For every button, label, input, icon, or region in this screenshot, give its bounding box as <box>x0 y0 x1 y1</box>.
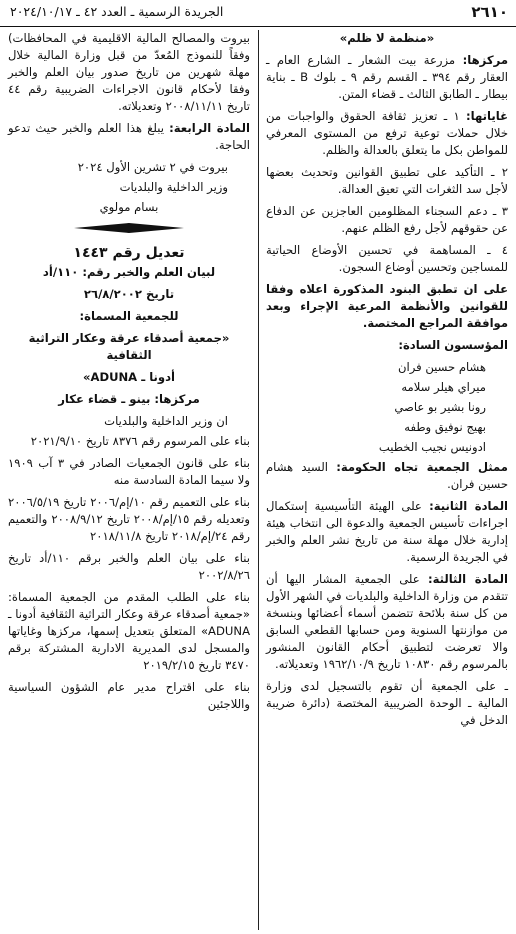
org-title: «منظمة لا ظلم» <box>339 31 435 45</box>
amendment-number: تعديل رقم ١٤٤٣ <box>73 245 185 261</box>
statement-number: لبيان العلم والخبر رقم: ١١٠/أد <box>42 265 216 279</box>
art2-text: على الهيئة التأسيسية إستكمال اجراءات تأسيس الجمعية والدعوة الى انتخاب هيئة إدارية خلال مهلة سنة من تاريخ نشر العلم والخبر في الجريدة الرسمية. <box>266 499 508 564</box>
basis-4: بناء على بيان العلم والخبر برقم ١١٠/أد تاريخ ٢٠٠٢/٨/٢٦ <box>8 551 250 582</box>
running-header: الجريدة الرسمية ـ العدد ٤٢ ـ ٢٠٢٤/١٠/١٧ <box>10 4 224 19</box>
left-column <box>8 30 250 718</box>
minister-title: وزير الداخلية والبلديات <box>119 180 228 194</box>
founders-label: المؤسسون السادة: <box>398 338 508 352</box>
basis-6: بناء على اقتراح مدير عام الشؤون السياسية واللاجئين <box>8 680 250 711</box>
art4-label: المادة الرابعة: <box>169 121 250 135</box>
representative-paragraph <box>266 459 508 493</box>
basis-1: بناء على المرسوم رقم ٨٣٧٦ تاريخ ٢٠٢١/٩/١٠ <box>30 434 250 448</box>
rep-label: ممثل الجمعية تجاه الحكومة: <box>336 460 508 474</box>
page-header <box>0 0 516 27</box>
founder-name: بهيج نوفيق وطفه <box>404 420 486 434</box>
page-number: ٢٦١٠ <box>471 3 508 21</box>
date-line: بيروت في ٢ تشرين الأول ٢٠٢٤ <box>77 160 228 174</box>
tax-paragraph: ـ على الجمعية أن تقوم بالتسجيل لدى وزارة المالية ـ الوحدة الضريبية المختصة (دائرة ضريبة الدخل في <box>266 679 508 727</box>
assoc-name: «جمعية أصدقاء عرقة وعكار التراثية الثقافية <box>28 331 230 362</box>
goals-paragraph <box>266 108 508 159</box>
assoc-label: للجمعية المسماة: <box>79 309 179 323</box>
art2-label: المادة الثانية: <box>429 499 509 513</box>
founder-name: ادونيس نجيب الخطيب <box>378 440 486 454</box>
founder-name: هشام حسين فران <box>397 360 486 374</box>
rep-text: السيد هشام حسين فران. <box>266 460 508 491</box>
hq-text: مزرعة بيت الشعار ـ الشارع العام ـ العقار رقم ٣٩٤ ـ القسم رقم ٩ ـ بلوك B ـ بناية بيطار ـ الطابق الثالث ـ قضاء المتن. <box>266 53 508 101</box>
basis-3: بناء على التعميم رقم ١٠/إم/٢٠٠٦ تاريخ ٢٠٠٦/٥/١٩ وتعديله رقم ١٥/إم/٢٠٠٨ تاريخ ٢٠٠٨/٩/١٢ والتعميم رقم ٢٤/إم/٢٠١٨ تاريخ ٢٠١٨/١١/٨ <box>8 495 250 543</box>
goal-4: ٤ ـ المساهمة في تحسين الأوضاع الحياتية للمساجين وتحسين أوضاع السجون. <box>266 243 508 274</box>
art3-label: المادة الثالثة: <box>427 572 508 586</box>
goal-2: ٢ ـ التأكيد على تطبيق القوانين وتحديث بعضها لأجل سد الثغرات التي تعيق العدالة. <box>266 165 508 196</box>
assoc-name-2: أدونا ـ ADUNA» <box>82 370 176 384</box>
article-2 <box>266 498 508 566</box>
column-divider <box>258 30 259 930</box>
founder-name: ميراي هيلر سلامه <box>401 380 486 394</box>
goals-label: غاياتها: <box>466 109 509 123</box>
article-4 <box>8 120 250 154</box>
minister-name: بسام مولوي <box>99 200 159 214</box>
hq-paragraph <box>266 52 508 103</box>
statement-date: تاريخ ٢٦/٨/٢٠٠٢ <box>83 287 175 301</box>
basis-5: بناء على الطلب المقدم من الجمعية المسماة: «جمعية أصدقاء عرقة وعكار التراثية الثقافية أدونا ـ ADUNA» المتعلق بتعديل إسمها، مركزها وغاياتها والمسجل لدى المديرية الادارية المشتركة برقم ٣٤٧٠ تاريخ ٢٠١٩/٢/١٥ <box>8 590 250 672</box>
section-separator <box>8 222 250 239</box>
assoc-hq: مركزها: بينو ـ قضاء عكار <box>58 392 200 406</box>
continued-paragraph: بيروت والمصالح المالية الاقليمية في المحافظات) وفقاً للنموذج المُعدّ من قبل وزارة المالية خلال مهلة شهرين من تاريخ صدور بيان العلم والخبر وفقا لأحكام قانون الاجراءات الضريبية رقم ٤٤ تاريخ ٢٠٠٨/١١/١١ وتعديلاته. <box>8 31 250 113</box>
art4-text: يبلغ هذا العلم والخبر حيث تدعو الحاجة. <box>8 121 250 152</box>
article-3 <box>266 571 508 673</box>
founder-name: رونا بشير بو عاصي <box>394 400 486 414</box>
condition-paragraph: على ان تطبق البنود المذكورة اعلاه وفقا للقوانين والأنظمة المرعية الإجراء وبعد موافقة المراجع المختصة. <box>266 282 508 330</box>
goal-3: ٣ ـ دعم السجناء المظلومين العاجزين عن الدفاع عن حقوقهم لأجل رفع الظلم عنهم. <box>266 204 508 235</box>
art3-text: على الجمعية المشار اليها أن تتقدم من وزارة الداخلية والبلديات في الشهر الأول من كل سنة بلائحة تتضمن أسماء أعضائها وبنسخة من موازنتها السنوية ومن حسابها القطعي السابق والا تعرضت لتطبيق أحكام القانون المنشور بالمرسوم رقم ١٠٨٣٠ تاريخ ١٩٦٢/١٠/٩ وتعديلاته. <box>266 572 508 671</box>
ornament-divider-icon <box>74 222 184 234</box>
basis-2: بناء على قانون الجمعيات الصادر في ٣ آب ١٩٠٩ ولا سيما المادة السادسة منه <box>8 456 250 487</box>
intro-line: ان وزير الداخلية والبلديات <box>104 414 228 428</box>
hq-label: مركزها: <box>462 53 508 67</box>
right-column <box>266 30 508 734</box>
goal-1: ١ ـ تعزيز ثقافة الحقوق والواجبات من خلال حملات توعية ترفع من المستوى المعرفي للمواطن بكل ما يتعلق بالعدالة والظلم. <box>266 109 508 157</box>
